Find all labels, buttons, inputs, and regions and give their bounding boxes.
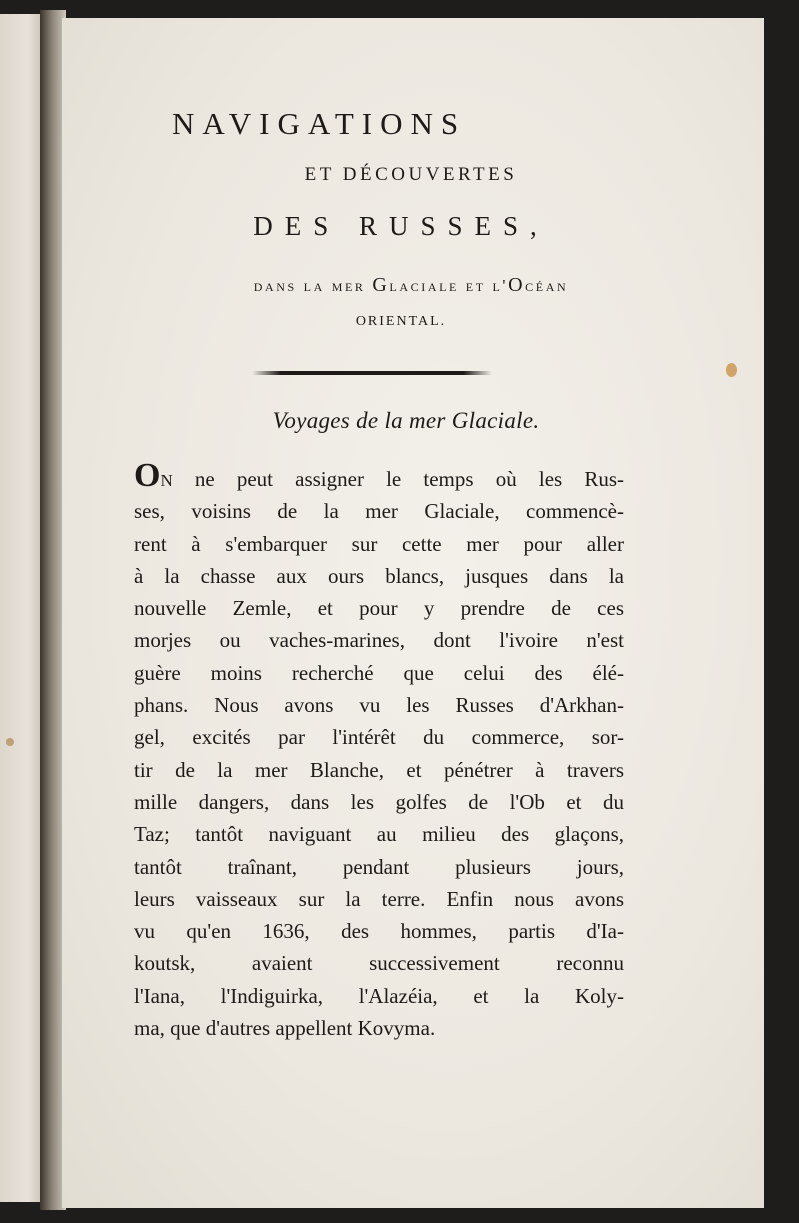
line-text: ne peut assigner le temps où les Rus- (172, 467, 624, 491)
left-page-edge (0, 14, 40, 1202)
title-et-decouvertes: ET DÉCOUVERTES (304, 164, 518, 185)
text-line: ses, voisins de la mer Glaciale, commencè- (134, 499, 624, 524)
text-line: l'Iana, l'Indiguirka, l'Alazéia, et la Koly- (134, 983, 624, 1008)
stain-mark (6, 738, 14, 746)
text-line: ma, que d'autres appellent Kovyma. (134, 1016, 436, 1041)
text-line: koutsk, avaient successivement reconnu (134, 951, 624, 976)
text-line: morjes ou vaches-marines, dont l'ivoire n'est (134, 628, 624, 653)
text-line: vu qu'en 1636, des hommes, partis d'Ia- (134, 919, 624, 944)
text-line: phans. Nous avons vu les Russes d'Arkhan- (134, 693, 624, 718)
text-line: leurs vaisseaux sur la terre. Enfin nous avons (134, 886, 624, 911)
text-line (134, 457, 624, 495)
text-line: tantôt traînant, pendant plusieurs jours, (134, 854, 624, 879)
subtitle-part: dans la mer (253, 276, 373, 295)
stain-mark (726, 363, 737, 377)
subtitle-part: O (508, 274, 526, 296)
subtitle-part: céan (525, 276, 569, 295)
section-title: Voyages de la mer Glaciale. (272, 408, 540, 433)
title-des-russes: DES RUSSES, (253, 211, 549, 241)
small-cap: N (160, 471, 173, 490)
text-line: gel, excités par l'intérêt du commerce, sor- (134, 725, 624, 750)
subtitle-part: G (372, 274, 390, 296)
text-line: nouvelle Zemle, et pour y prendre de ces (134, 596, 624, 621)
text-line: Taz; tantôt naviguant au milieu des glaçons, (134, 822, 624, 847)
subtitle-mer-glaciale (60, 274, 762, 297)
text-line: à la chasse aux ours blancs, jusques dans la (134, 563, 624, 588)
drop-cap: O (134, 457, 161, 494)
text-line: guère moins recherché que celui des élé- (134, 660, 624, 685)
subtitle-part: laciale et l' (389, 276, 509, 295)
text-line: tir de la mer Blanche, et pénétrer à travers (134, 757, 624, 782)
body-paragraph (134, 457, 624, 1044)
book-page (62, 18, 764, 1208)
text-line: rent à s'embarquer sur cette mer pour aller (134, 531, 624, 556)
text-line: mille dangers, dans les golfes de l'Ob et du (134, 789, 624, 814)
decorative-rule (252, 371, 492, 375)
title-navigations: NAVIGATIONS (172, 106, 467, 141)
subtitle-oriental: ORIENTAL. (355, 314, 447, 329)
